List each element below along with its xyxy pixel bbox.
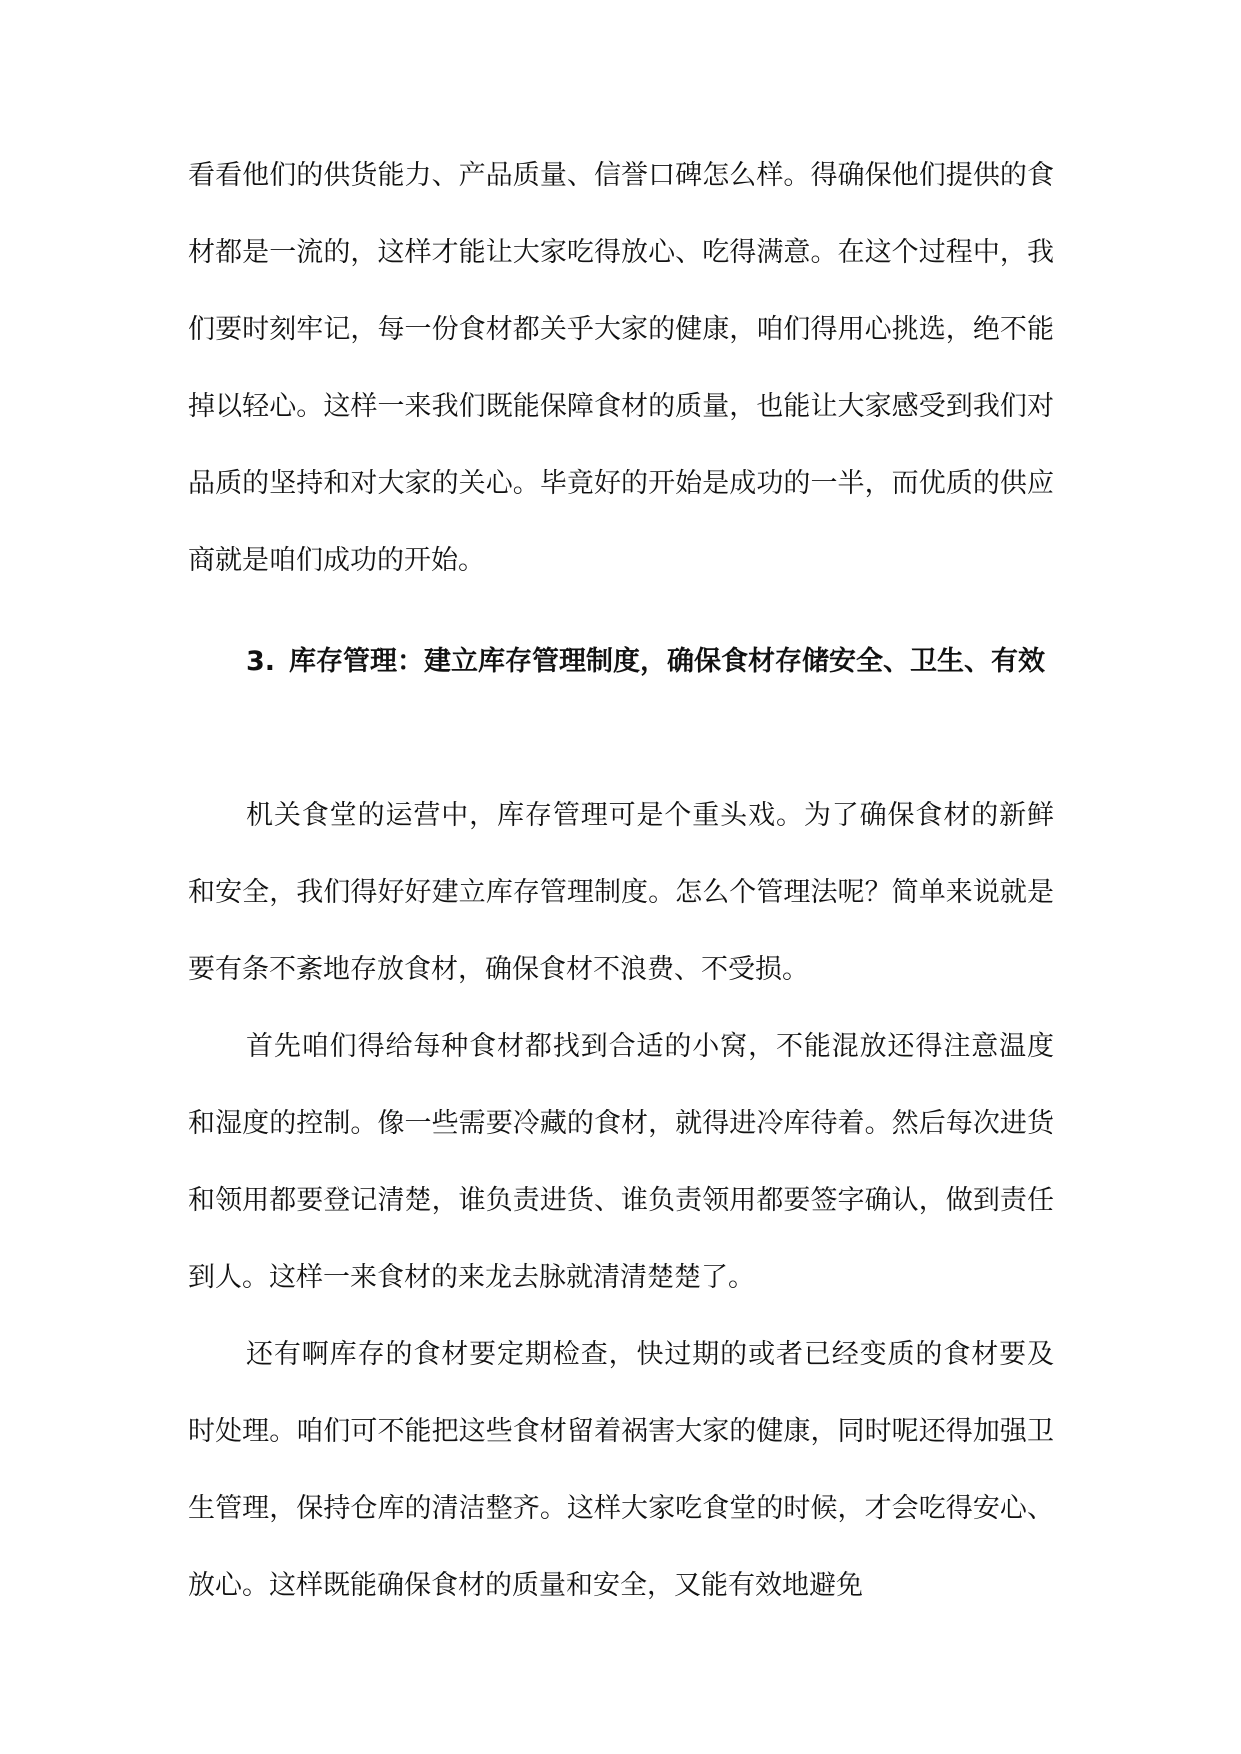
section-number: 3. [246,646,276,677]
section-heading-text: 库存管理：建立库存管理制度，确保食材存储安全、卫生、有效 [289,646,1046,677]
body-paragraph: 首先咱们得给每种食材都找到合适的小窝，不能混放还得注意温度和湿度的控制。像一些需要冷藏的食材，就得进冷库待着。然后每次进货和领用都要登记清楚，谁负责进货、谁负责领用都要签字确认，做到责任到人。这样一来食材的来龙去脉就清清楚楚了。 [188,1031,1054,1293]
body-paragraph: 还有啊库存的食材要定期检查，快过期的或者已经变质的食材要及时处理。咱们可不能把这些食材留着祸害大家的健康，同时呢还得加强卫生管理，保持仓库的清洁整齐。这样大家吃食堂的时候，才会吃得安心、放心。这样既能确保食材的质量和安全，又能有效地避免 [188,1339,1054,1601]
section-body [188,777,1054,1624]
continuation-paragraph: 看看他们的供货能力、产品质量、信誉口碑怎么样。得确保他们提供的食材都是一流的，这样才能让大家吃得放心、吃得满意。在这个过程中，我们要时刻牢记，每一份食材都关乎大家的健康，咱们得用心挑选，绝不能掉以轻心。这样一来我们既能保障食材的质量，也能让大家感受到我们对品质的坚持和对大家的关心。毕竟好的开始是成功的一半，而优质的供应商就是咱们成功的开始。 [188,160,1054,576]
section-heading [188,623,1054,700]
body-paragraph: 机关食堂的运营中，库存管理可是个重头戏。为了确保食材的新鲜和安全，我们得好好建立库存管理制度。怎么个管理法呢？简单来说就是要有条不紊地存放食材，确保食材不浪费、不受损。 [188,800,1054,985]
